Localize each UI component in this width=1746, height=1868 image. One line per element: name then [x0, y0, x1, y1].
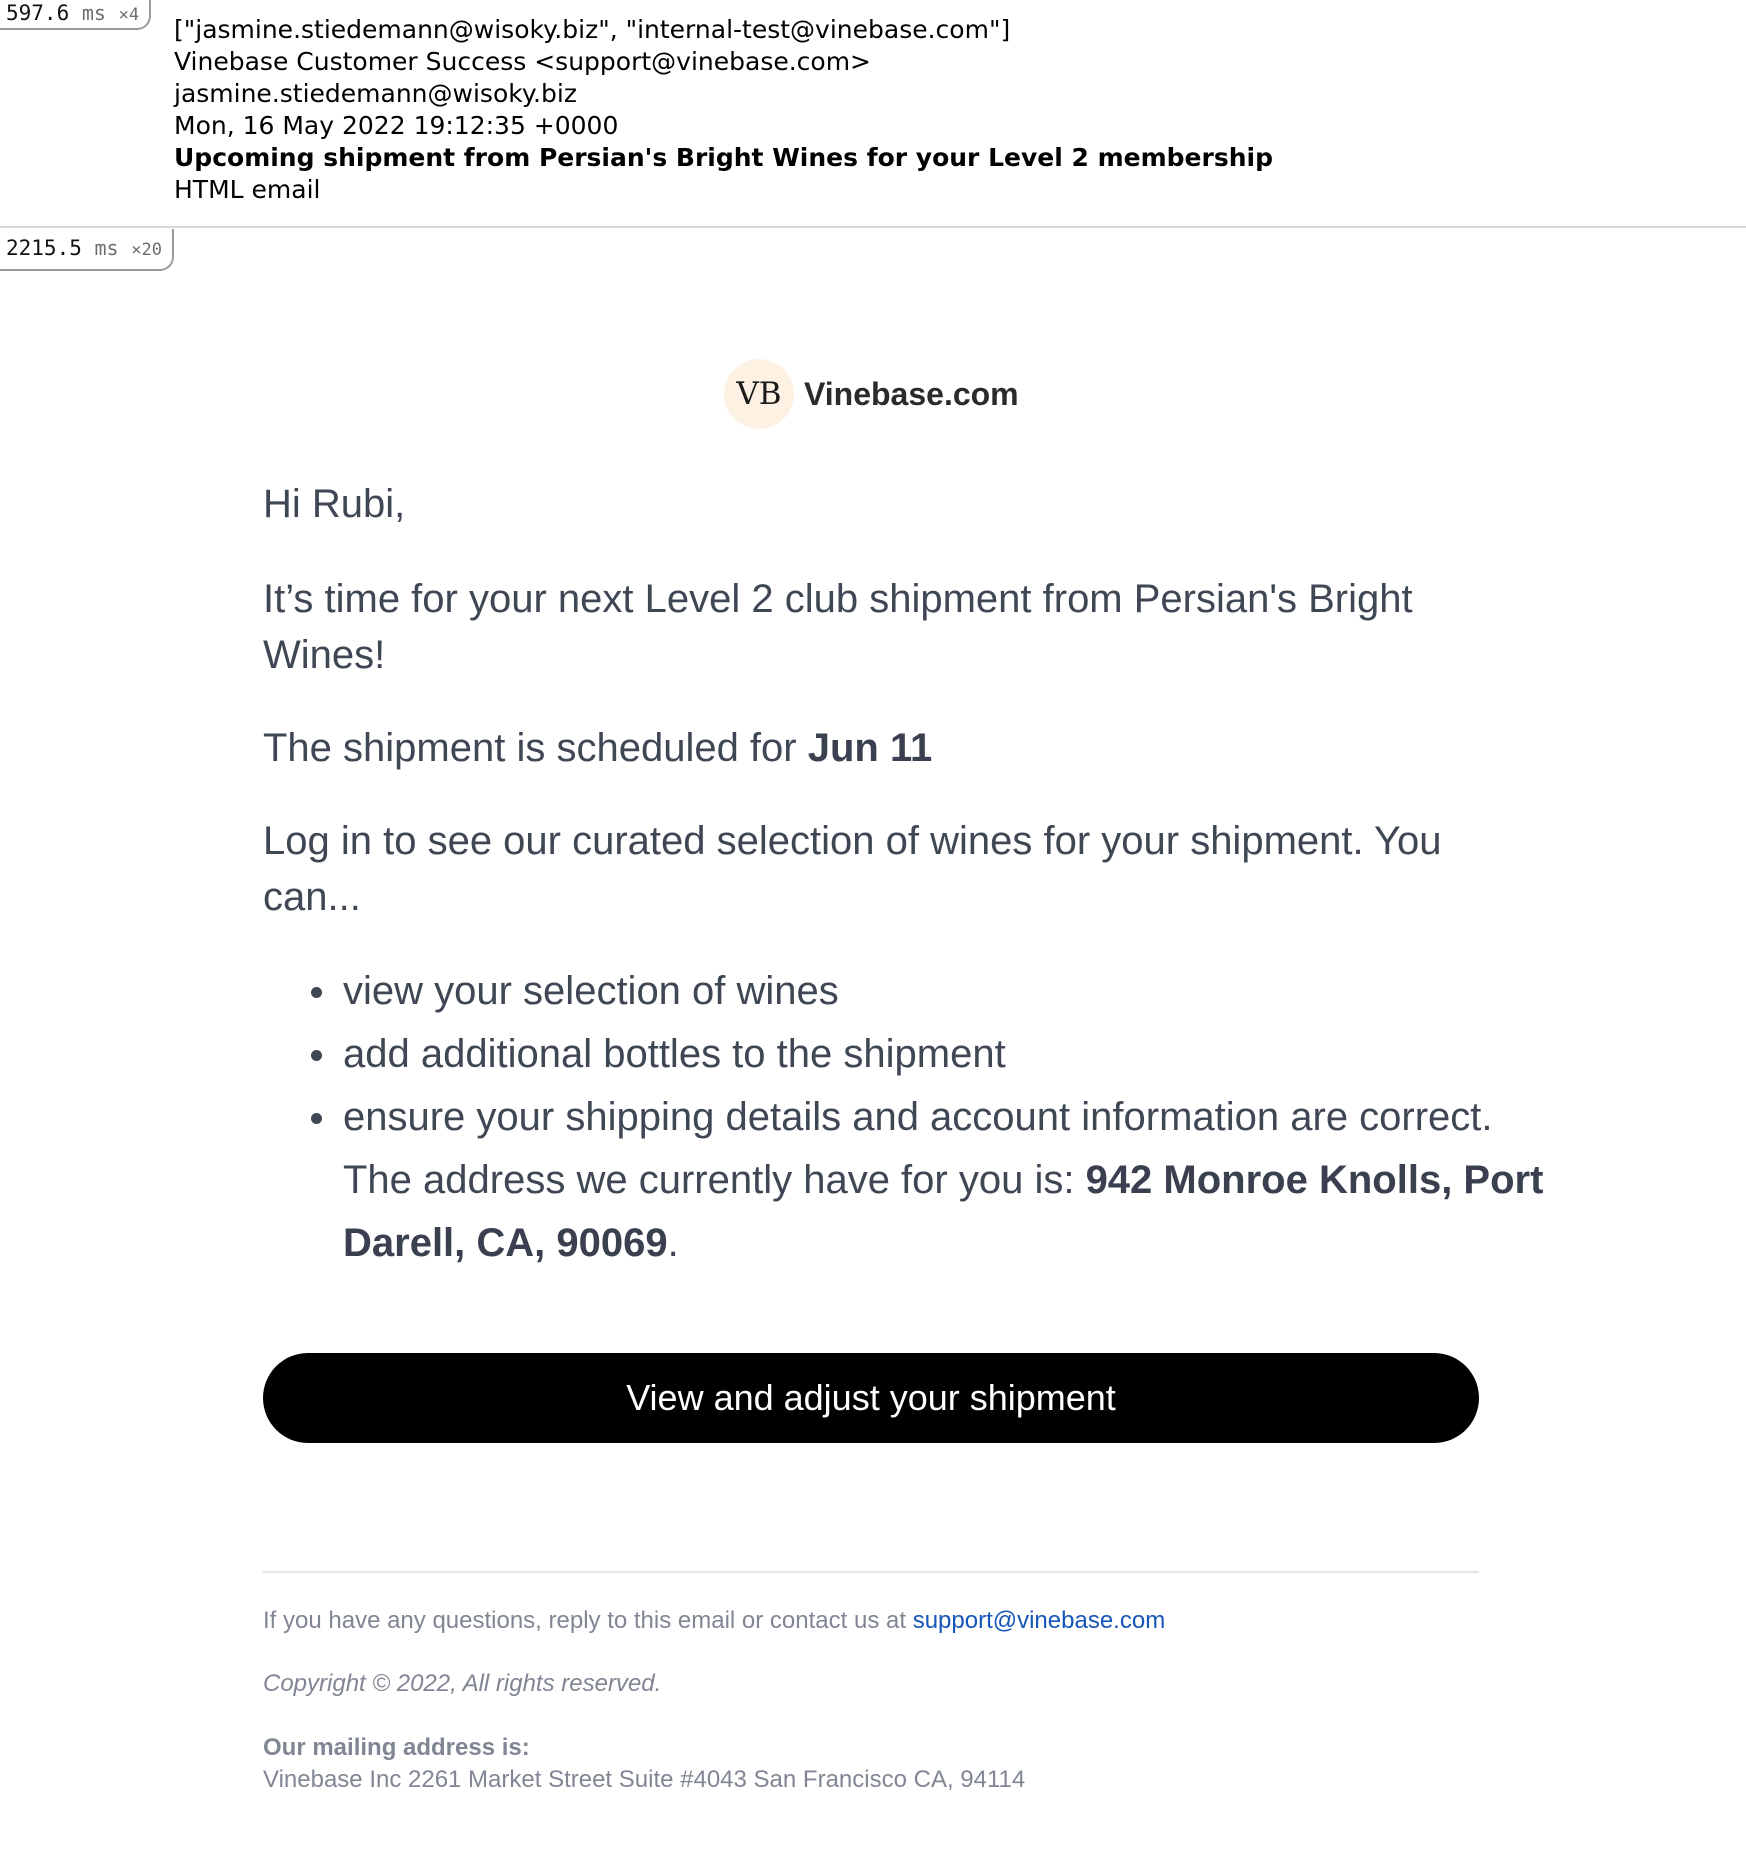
bullet-text: add additional bottles to the shipment — [343, 1032, 1006, 1076]
support-email-link[interactable]: support@vinebase.com — [912, 1607, 1166, 1634]
format-value: HTML email — [174, 175, 321, 204]
cc-value: ["jasmine.stiedemann@wisoky.biz", "internal-test@vinebase.com"] — [174, 15, 1011, 44]
date-value: Mon, 16 May 2022 19:12:35 +0000 — [174, 111, 619, 140]
timing-unit: ms — [81, 1, 106, 25]
schedule-prefix: The shipment is scheduled for — [263, 726, 808, 770]
from-value: Vinebase Customer Success <support@vinebase.com> — [174, 47, 872, 76]
timing-unit: ms — [94, 236, 119, 260]
greeting: Hi Rubi, — [263, 482, 406, 526]
brand-logo — [724, 359, 794, 429]
brand-header — [724, 358, 1019, 430]
timing-badge-body — [0, 229, 174, 271]
brand-name: Vinebase.com — [804, 375, 1019, 412]
timing-multiplier: ×20 — [131, 240, 162, 260]
options-list — [263, 960, 1559, 1275]
timing-value: 597.6 — [6, 1, 70, 25]
mailing-address-label: Our mailing address is: — [263, 1734, 530, 1761]
view-adjust-shipment-button[interactable]: View and adjust your shipment — [263, 1353, 1479, 1443]
timing-badge-headers — [0, 0, 151, 30]
footer-copyright: Copyright © 2022, All rights reserved. — [263, 1670, 662, 1697]
bullet-suffix: . — [667, 1221, 679, 1265]
footer-questions — [263, 1605, 1479, 1637]
subject-value: Upcoming shipment from Persian's Bright Wines for your Level 2 membership — [174, 143, 1273, 172]
mailing-address: Vinebase Inc 2261 Market Street Suite #4043 San Francisco CA, 94114 — [263, 1766, 1026, 1793]
intro-paragraph: It’s time for your next Level 2 club shipment from Persian's Bright Wines! — [263, 577, 1413, 677]
list-item — [343, 1086, 1559, 1275]
brand-logo-text: VB — [736, 376, 782, 412]
timing-value: 2215.5 — [6, 236, 82, 260]
schedule-paragraph — [263, 720, 1479, 776]
timing-multiplier: ×4 — [118, 5, 140, 25]
list-item — [343, 960, 1559, 1023]
email-headers — [0, 0, 1746, 228]
login-paragraph: Log in to see our curated selection of wines for your shipment. You can... — [263, 819, 1442, 919]
footer-divider — [263, 1571, 1479, 1573]
schedule-date: Jun 11 — [807, 726, 933, 770]
bullet-text: ensure your shipping details and account information are correct. The address we currently have for you is: — [343, 1095, 1493, 1202]
bullet-text: view your selection of wines — [343, 969, 839, 1013]
list-item — [343, 1023, 1559, 1086]
to-value: jasmine.stiedemann@wisoky.biz — [174, 79, 577, 108]
footer-questions-text: If you have any questions, reply to this email or contact us at — [263, 1607, 913, 1634]
shipping-address: 942 Monroe Knolls, Port Darell, CA, 90069 — [343, 1158, 1544, 1265]
